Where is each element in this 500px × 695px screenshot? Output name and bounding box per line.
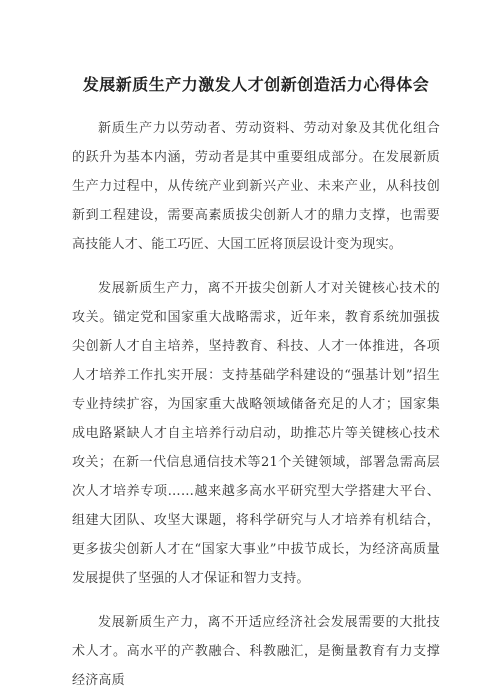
- paragraph-1: 新质生产力以劳动者、劳动资料、劳动对象及其优化组合的跃升为基本内涵，劳动者是其中重要组成部分。在发展新质生产力过程中，从传统产业到新兴产业、未来产业，从科技创新到工程建设，需要高素质拔尖创新人才的鼎力支撑，也需要高技能人才、能工巧匠、大国工匠将顶层设计变为现实。: [72, 121, 440, 252]
- paragraph-3: 发展新质生产力，离不开适应经济社会发展需要的大批技术人才。高水平的产教融合、科教融汇，是衡量教育有力支撑经济高质: [72, 615, 440, 688]
- paragraph-2: 发展新质生产力，离不开拔尖创新人才对关键核心技术的攻关。锚定党和国家重大战略需求，近年来，教育系统加强拔尖创新人才自主培养，坚持教育、科技、人才一体推进，各项人才培养工作扎实开展：支持基础学科建设的“强基计划”招生专业持续扩容，为国家重大战略领域储备充足的人才；国家集成电路紧缺人才自主培养行动启动，助推芯片等关键核心技术攻关；在新一代信息通信技术等21个关键领域，部署急需高层次人才培养专项……越来越多高水平研究型大学搭建大平台、组建大团队、攻坚大课题，将科学研究与人才培养有机结合，更多拔尖创新人才在“国家大事业”中拔节成长，为经济高质量发展提供了坚强的人才保证和智力支持。: [72, 281, 440, 586]
- document-title: 发展新质生产力激发人才创新创造活力心得体会: [82, 75, 430, 94]
